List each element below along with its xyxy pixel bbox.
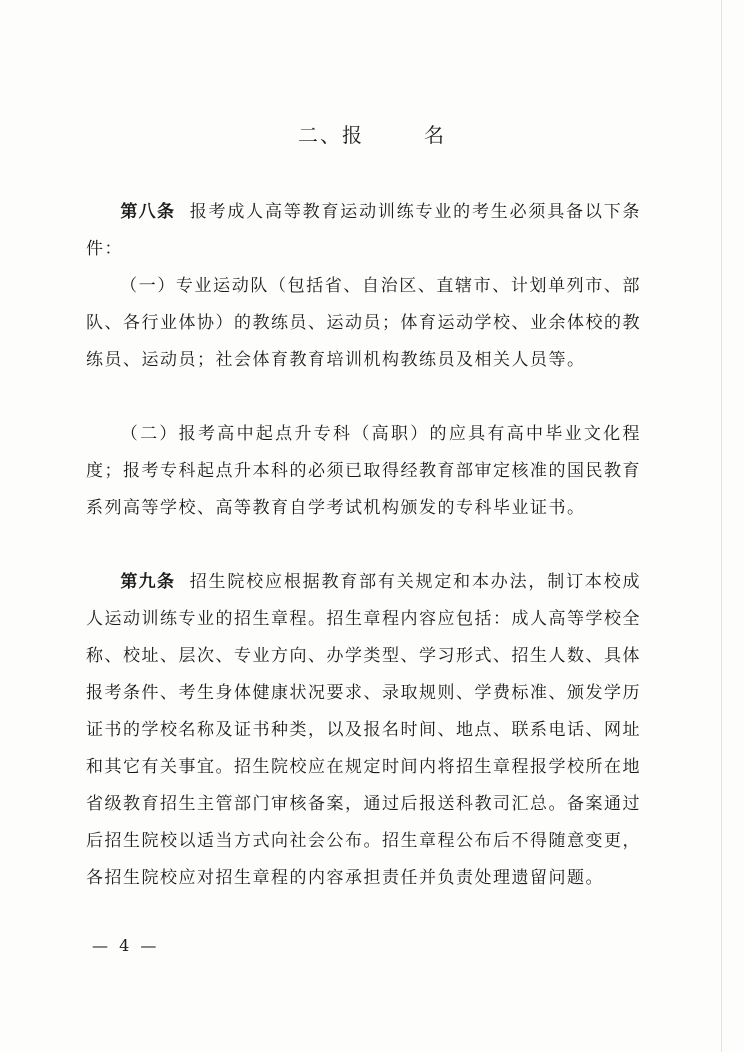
condition-item-2 xyxy=(86,416,641,527)
section-heading-part-2: 名 xyxy=(424,123,446,147)
section-heading-part-1: 二、报 xyxy=(298,123,364,147)
page-number: — 4 — xyxy=(92,936,160,955)
article-8-paragraph xyxy=(86,194,641,268)
article-8-text: 报考成人高等教育运动训练专业的考生必须具备以下条件： xyxy=(86,202,642,259)
article-9-lead: 第九条 xyxy=(120,572,176,592)
condition-item-1 xyxy=(86,268,641,379)
condition-item-2-text: （二）报考高中起点升专科（高职）的应具有高中毕业文化程度；报考专科起点升本科的必须已取得经教育部审定核准的国民教育系列高等学校、高等教育自学考试机构颁发的专科毕业证书。 xyxy=(86,424,641,518)
article-9-text: 招生院校应根据教育部有关规定和本办法，制订本校成人运动训练专业的招生章程。招生章程内容应包括：成人高等学校全称、校址、层次、专业方向、办学类型、学习形式、招生人数、具体报考条件、考生身体健康状况要求、录取规则、学费标准、颁发学历证书的学校名称及证书种类，以及报名时间、地点、联系电话、网址和其它有关事宜。招生院校应在规定时间内将招生章程报学校所在地省级教育招生主管部门审核备案，通过后报送科教司汇总。备案通过后招生院校以适当方式向社会公布。招生章程公布后不得随意变更，各招生院校应对招生章程的内容承担责任并负责处理遗留问题。 xyxy=(86,572,642,888)
article-9-paragraph xyxy=(86,564,641,897)
scan-edge-line xyxy=(721,0,722,1052)
section-heading xyxy=(0,120,744,150)
condition-item-1-text: （一）专业运动队（包括省、自治区、直辖市、计划单列市、部队、各行业体协）的教练员、运动员；体育运动学校、业余体校的教练员、运动员；社会体育教育培训机构教练员及相关人员等。 xyxy=(86,276,641,370)
article-8-lead: 第八条 xyxy=(120,202,176,222)
